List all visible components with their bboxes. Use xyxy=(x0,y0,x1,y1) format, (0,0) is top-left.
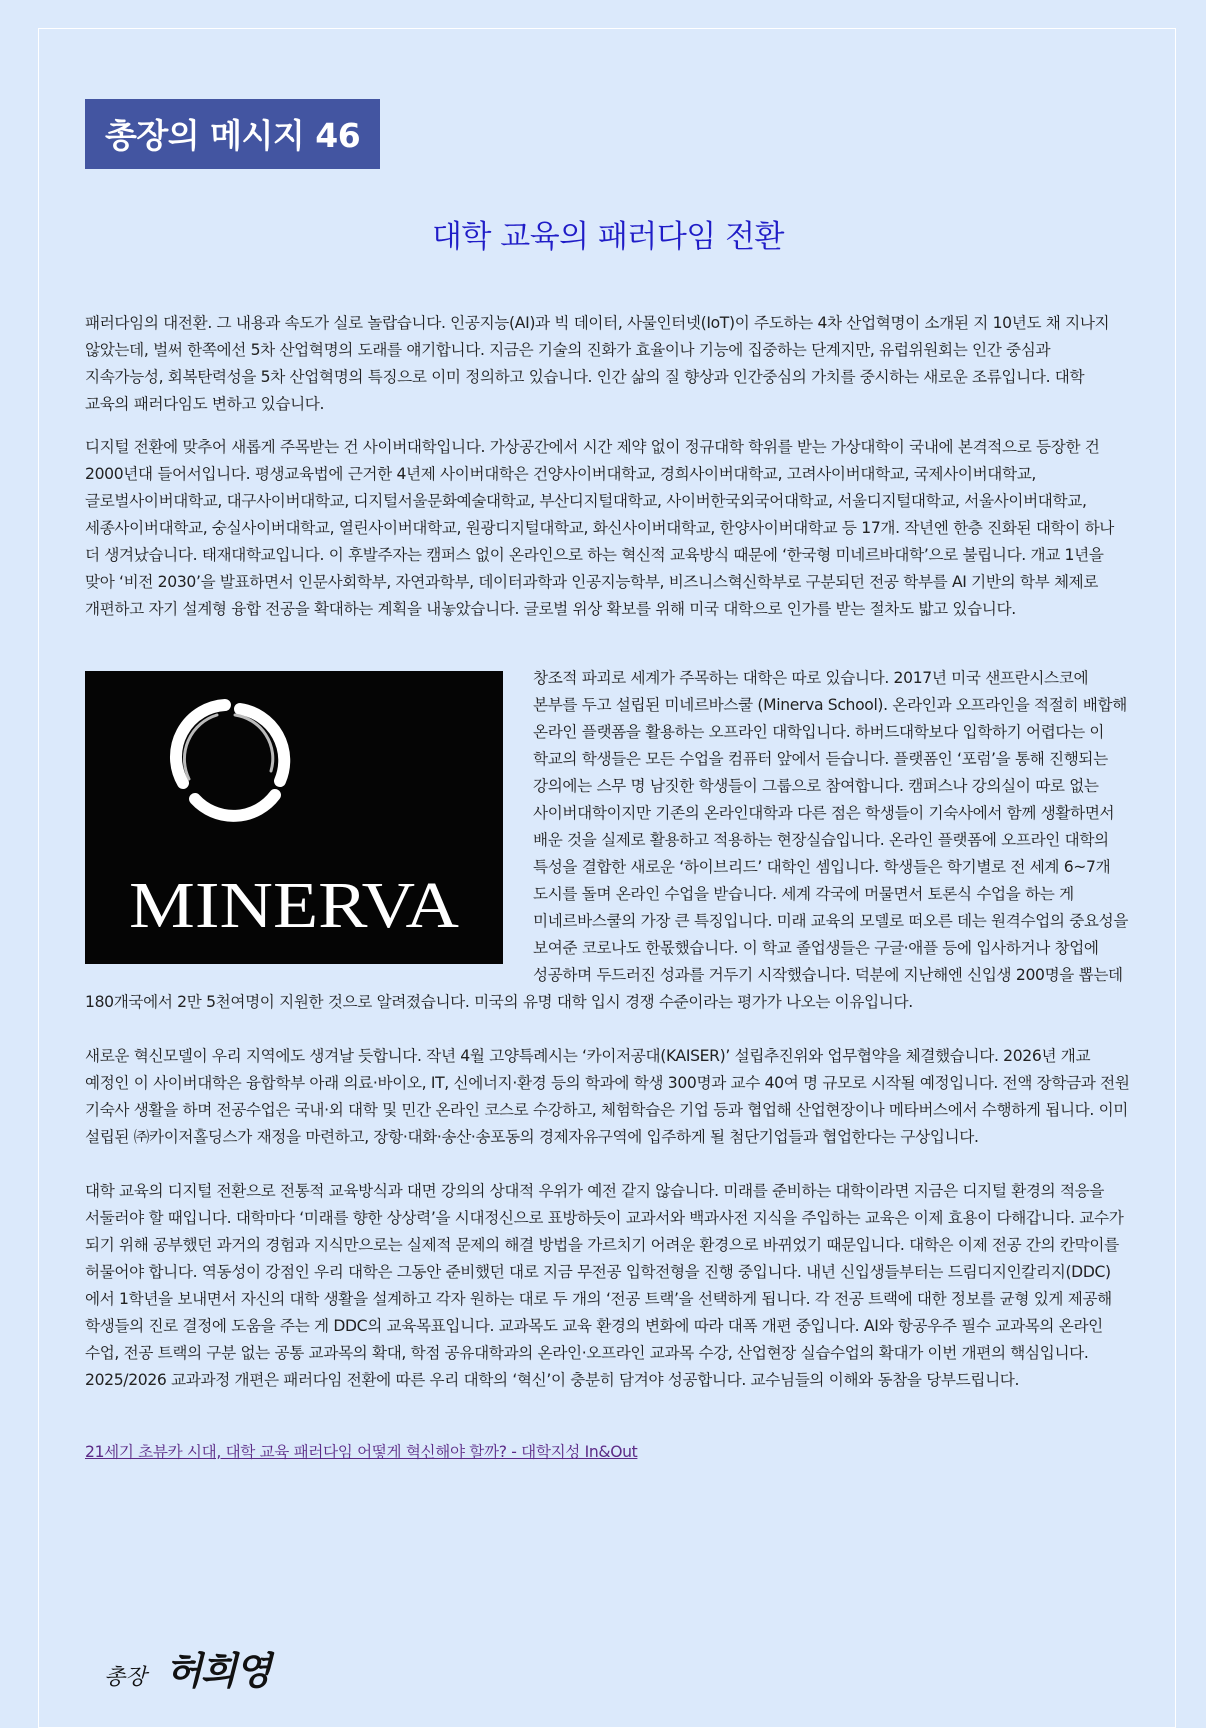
president-signature xyxy=(104,1640,270,1695)
minerva-section xyxy=(85,665,1131,1016)
minerva-logo-image xyxy=(85,671,503,964)
paragraph-2: 디지털 전환에 맞추어 새롭게 주목받는 건 사이버대학입니다. 가상공간에서 시간 제약 없이 정규대학 학위를 받는 가상대학이 국내에 본격적으로 등장한 건 2000년대 들어서입니다. 평생교육법에 근거한 4년제 사이버대학은 건양사이버대학교, 경희사이버대학교, 고려사이버대학교, 국제사이버대학교, 글로벌사이버대학교, 대구사이버대학교, 디지털서울문화예술대학교, 부산디지털대학교, 사이버한국외국어대학교, 서울디지털대학교, 서울사이버대학교, 세종사이버대학교, 숭실사이버대학교, 열린사이버대학교, 원광디지털대학교, 화신사이버대학교, 한양사이버대학교 등 17개. 작년엔 한층 진화된 대학이 하나 더 생겨났습니다. 태재대학교입니다. 이 후발주자는 캠퍼스 없이 온라인으로 하는 혁신적 교육방식 때문에 ‘한국형 미네르바대학’으로 불립니다. 개교 1년을 맞아 ‘비전 2030’을 발표하면서 인문사회학부, 자연과학부, 데이터과학과 인공지능학부, 비즈니스혁신학부로 구분되던 전공 학부를 AI 기반의 학부 체제로 개편하고 자기 설계형 융합 전공을 확대하는 계획을 내놓았습니다. 글로벌 위상 확보를 위해 미국 대학으로 인가를 받는 절차도 밟고 있습니다. xyxy=(85,438,1115,618)
message-badge: 총장의 메시지 46 xyxy=(85,99,380,169)
minerva-logo-text: MINERVA xyxy=(129,869,460,942)
signature-role: 총장 xyxy=(104,1665,147,1690)
reference-link[interactable]: 21세기 초뷰카 시대, 대학 교육 패러다임 어떻게 혁신해야 할까? - 대학지성 In&Out xyxy=(85,1443,638,1461)
signature-name: 허희영 xyxy=(165,1648,270,1693)
article-title: 대학 교육의 패러다임 전환 xyxy=(432,219,784,255)
paragraph-3: 창조적 파괴로 세계가 주목하는 대학은 따로 있습니다. 2017년 미국 샌프란시스코에 본부를 두고 설립된 미네르바스쿨 (Minerva School). 온라인과 오프라인을 적절히 배합해 온라인 플랫폼을 활용하는 오프라인 대학입니다. 하버드대학보다 입학하기 어렵다는 이 학교의 학생들은 모든 수업을 컴퓨터 앞에서 듣습니다. 플랫폼인 ‘포럼’을 통해 진행되는 강의에는 스무 명 남짓한 학생들이 그룹으로 참여합니다. 캠퍼스나 강의실이 따로 없는 사이버대학이지만 기존의 온라인대학과 다른 점은 학생들이 기숙사에서 함께 생활하면서 배운 것을 실제로 활용하고 적용하는 현장실습입니다. 온라인 플랫폼에 오프라인 대학의 특성을 결합한 새로운 ‘하이브리드’ 대학인 셈입니다. 학생들은 학기별로 전 세계 6~7개 도시를 돌며 온라인 수업을 받습니다. 세계 각국에 머물면서 토론식 수업을 하는 게 미네르바스쿨의 가장 큰 특징입니다. 미래 교육의 모델로 떠오른 데는 원격수업의 중요성을 보여준 코로나도 한몫했습니다. 이 학교 졸업생들은 구글·애플 등에 입사하거나 창업에 성공하며 두드러진 성과를 거두기 시작했습니다. 덕분에 지난해엔 신입생 200명을 뽑는데 180개국에서 2만 5천여명이 지원한 것으로 알려졌습니다. 미국의 유명 대학 입시 경쟁 수준이라는 평가가 나오는 이유입니다. xyxy=(85,669,1129,1011)
minerva-ring-icon xyxy=(176,705,284,816)
paragraph-4: 새로운 혁신모델이 우리 지역에도 생겨날 듯합니다. 작년 4월 고양특례시는 ‘카이저공대(KAISER)’ 설립추진위와 업무협약을 체결했습니다. 2026년 개교 예정인 이 사이버대학은 융합학부 아래 의료·바이오, IT, 신에너지·환경 등의 학과에 학생 300명과 교수 40여 명 규모로 시작될 예정입니다. 전액 장학금과 전원 기숙사 생활을 하며 전공수업은 국내·외 대학 및 민간 온라인 코스로 수강하고, 체험학습은 기업 등과 협업해 산업현장이나 메타버스에서 수행하게 됩니다. 이미 설립된 ㈜카이저홀딩스가 재정을 마련하고, 장항·대화·송산·송포동의 경제자유구역에 입주하게 될 첨단기업들과 협업한다는 구상입니다. xyxy=(85,1047,1130,1146)
article xyxy=(85,99,1131,1462)
paragraph-1: 패러다임의 대전환. 그 내용과 속도가 실로 놀랍습니다. 인공지능(AI)과 빅 데이터, 사물인터넷(IoT)이 주도하는 4차 산업혁명이 소개된 지 10년도 채 지나지 않았는데, 벌써 한쪽에선 5차 산업혁명의 도래를 얘기합니다. 지금은 기술의 진화가 효율이나 기능에 집중하는 단계지만, 유럽위원회는 인간 중심과 지속가능성, 회복탄력성을 5차 산업혁명의 특징으로 이미 정의하고 있습니다. 인간 삶의 질 향상과 인간중심의 가치를 중시하는 새로운 조류입니다. 대학 교육의 패러다임도 변하고 있습니다. xyxy=(85,314,1110,413)
paragraph-5: 대학 교육의 디지털 전환으로 전통적 교육방식과 대면 강의의 상대적 우위가 예전 같지 않습니다. 미래를 준비하는 대학이라면 지금은 디지털 환경의 적응을 서둘러야 할 때입니다. 대학마다 ‘미래를 향한 상상력’을 시대정신으로 표방하듯이 교과서와 백과사전 지식을 주입하는 교육은 이제 효용이 다해갑니다. 교수가 되기 위해 공부했던 과거의 경험과 지식만으로는 실제적 문제의 해결 방법을 가르치기 어려운 환경으로 바뀌었기 때문입니다. 대학은 이제 전공 간의 칸막이를 허물어야 합니다. 역동성이 강점인 우리 대학은 그동안 준비했던 대로 지금 무전공 입학전형을 진행 중입니다. 내년 신입생들부터는 드림디지인칼리지(DDC)에서 1학년을 보내면서 자신의 대학 생활을 설계하고 각자 원하는 대로 두 개의 ‘전공 트랙’을 선택하게 됩니다. 각 전공 트랙에 대한 정보를 균형 있게 제공해 학생들의 진로 결정에 도움을 주는 게 DDC의 교육목표입니다. 교과목도 교육 환경의 변화에 따라 대폭 개편 중입니다. AI와 항공우주 필수 교과목의 온라인 수업, 전공 트랙의 구분 없는 공통 교과목의 확대, 학점 공유대학과의 온라인·오프라인 교과목 수강, 산업현장 실습수업의 확대가 이번 개편의 핵심입니다. 2025/2026 교과과정 개편은 패러다임 전환에 따른 우리 대학의 ‘혁신’이 충분히 담겨야 성공합니다. 교수님들의 이해와 동참을 당부드립니다. xyxy=(85,1182,1124,1389)
